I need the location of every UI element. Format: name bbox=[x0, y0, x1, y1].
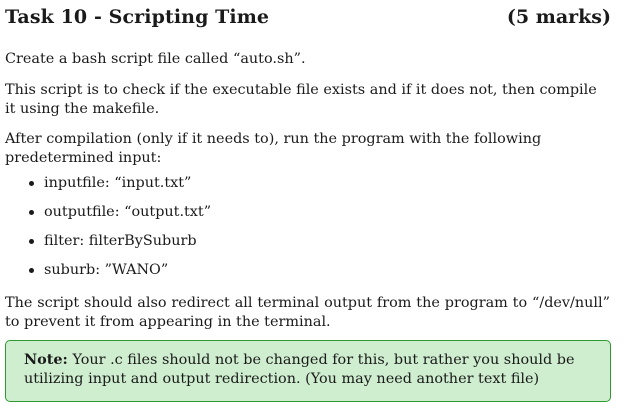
input-list bbox=[0, 174, 600, 290]
note-label: Note: bbox=[24, 351, 68, 368]
input-item-suburb: suburb: ”WANO” bbox=[44, 262, 169, 278]
bullet-icon bbox=[29, 210, 34, 215]
input-item-outputfile: outputfile: “output.txt” bbox=[44, 204, 212, 220]
task-title: Task 10 - Scripting Time bbox=[5, 6, 270, 28]
instruction-check-executable: This script is to check if the executable file exists and if it does not, then compile it using the makefile. bbox=[5, 82, 597, 117]
input-item-inputfile: inputfile: “input.txt” bbox=[44, 175, 192, 191]
note-body: Your .c files should not be changed for this, but rather you should be utilizing input and output redirection. (You may need another text file) bbox=[24, 352, 575, 387]
task-marks: (5 marks) bbox=[506, 6, 611, 28]
list-item bbox=[0, 232, 600, 261]
bullet-icon bbox=[29, 268, 34, 273]
bullet-icon bbox=[29, 181, 34, 186]
instruction-redirect-output: The script should also redirect all terminal output from the program to “/dev/null” to prevent it from appearing in the terminal. bbox=[5, 295, 610, 330]
list-item bbox=[0, 261, 600, 290]
instruction-run-program: After compilation (only if it needs to), run the program with the following predetermined input: bbox=[5, 131, 542, 166]
instruction-create-script: Create a bash script file called “auto.sh”. bbox=[5, 51, 306, 67]
task-header bbox=[5, 6, 611, 36]
list-item bbox=[0, 174, 600, 203]
bullet-icon bbox=[29, 239, 34, 244]
list-item bbox=[0, 203, 600, 232]
input-item-filter: filter: filterBySuburb bbox=[44, 233, 197, 249]
note-text bbox=[24, 350, 592, 389]
note-box bbox=[5, 340, 611, 402]
